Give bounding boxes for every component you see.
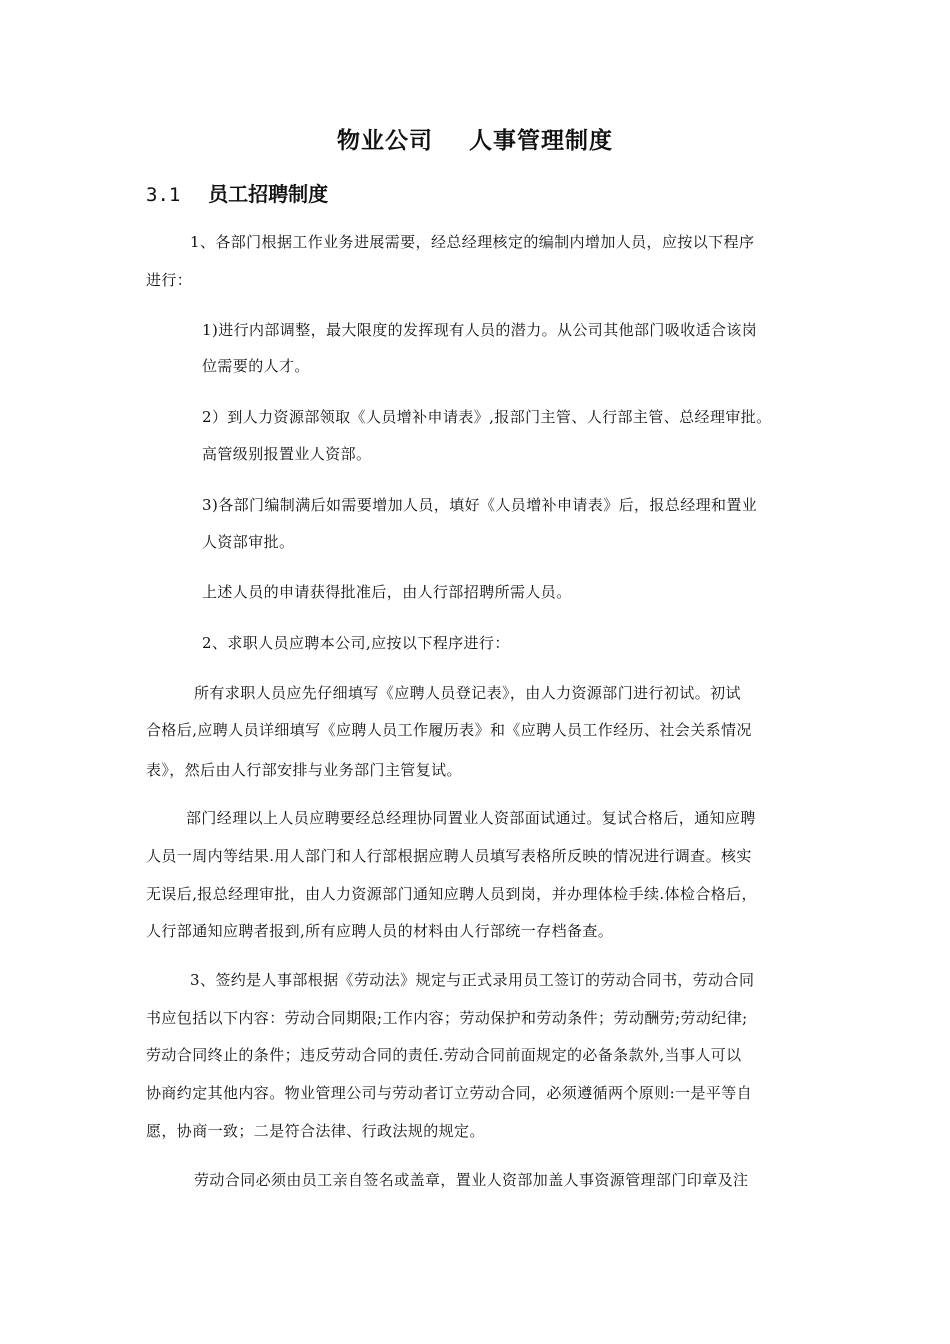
paragraph-line: 协商约定其他内容。物业管理公司与劳动者订立劳动合同，必须遵循两个原则:一是平等自 bbox=[146, 1084, 753, 1102]
document-title: 物业公司 人事管理制度 bbox=[336, 128, 614, 154]
paragraph-line: 人资部审批。 bbox=[202, 533, 295, 551]
paragraph-line: 位需要的人才。 bbox=[202, 357, 310, 375]
paragraph-line: 进行： bbox=[146, 271, 193, 289]
paragraph-line: 2、求职人员应聘本公司,应按以下程序进行： bbox=[202, 634, 510, 652]
paragraph-line: 人行部通知应聘者报到,所有应聘人员的材料由人行部统一存档备查。 bbox=[146, 922, 614, 940]
paragraph-line: 人员一周内等结果.用人部门和人行部根据应聘人员填写表格所反映的情况进行调查。核实 bbox=[146, 847, 752, 865]
paragraph-line: 表》，然后由人行部安排与业务部门主管复试。 bbox=[146, 761, 462, 779]
paragraph-line: 3、签约是人事部根据《劳动法》规定与正式录用员工签订的劳动合同书，劳动合同 bbox=[190, 971, 755, 989]
paragraph-line: 劳动合同终止的条件；违反劳动合同的责任.劳动合同前面规定的必备条款外,当事人可以 bbox=[146, 1046, 742, 1064]
paragraph-line: 2）到人力资源部领取《人员增补申请表》,报部门主管、人行部主管、总经理审批。 bbox=[202, 408, 772, 426]
paragraph-line: 所有求职人员应先仔细填写《应聘人员登记表》，由人力资源部门进行初试。初试 bbox=[194, 684, 741, 702]
section-title: 员工招聘制度 bbox=[208, 182, 329, 206]
paragraph-line: 无误后,报总经理审批，由人力资源部门通知应聘人员到岗，并办理体检手续.体检合格后， bbox=[146, 885, 757, 903]
paragraph-line: 部门经理以上人员应聘要经总经理协同置业人资部面试通过。复试合格后，通知应聘 bbox=[186, 809, 756, 827]
paragraph-line: 书应包括以下内容：劳动合同期限;工作内容；劳动保护和劳动条件；劳动酬劳;劳动纪律; bbox=[146, 1009, 748, 1027]
paragraph-line: 上述人员的申请获得批准后，由人行部招聘所需人员。 bbox=[202, 583, 572, 601]
paragraph-line: 1、各部门根据工作业务进展需要，经总经理核定的编制内增加人员，应按以下程序 bbox=[190, 233, 755, 251]
section-heading bbox=[146, 178, 328, 207]
paragraph-line: 劳动合同必须由员工亲自签名或盖章，置业人资部加盖人事资源管理部门印章及注 bbox=[194, 1171, 749, 1189]
section-number: 3.1 bbox=[146, 184, 181, 206]
paragraph-line: 3)各部门编制满后如需要增加人员，填好《人员增补申请表》后，报总经理和置业 bbox=[202, 496, 758, 514]
paragraph-line: 高管级别报置业人资部。 bbox=[202, 445, 372, 463]
paragraph-line: 1)进行内部调整，最大限度的发挥现有人员的潜力。从公司其他部门吸收适合该岗 bbox=[202, 321, 758, 339]
paragraph-line: 合格后,应聘人员详细填写《应聘人员工作履历表》和《应聘人员工作经历、社会关系情况 bbox=[146, 721, 752, 739]
paragraph-line: 愿，协商一致；二是符合法律、行政法规的规定。 bbox=[146, 1122, 485, 1140]
